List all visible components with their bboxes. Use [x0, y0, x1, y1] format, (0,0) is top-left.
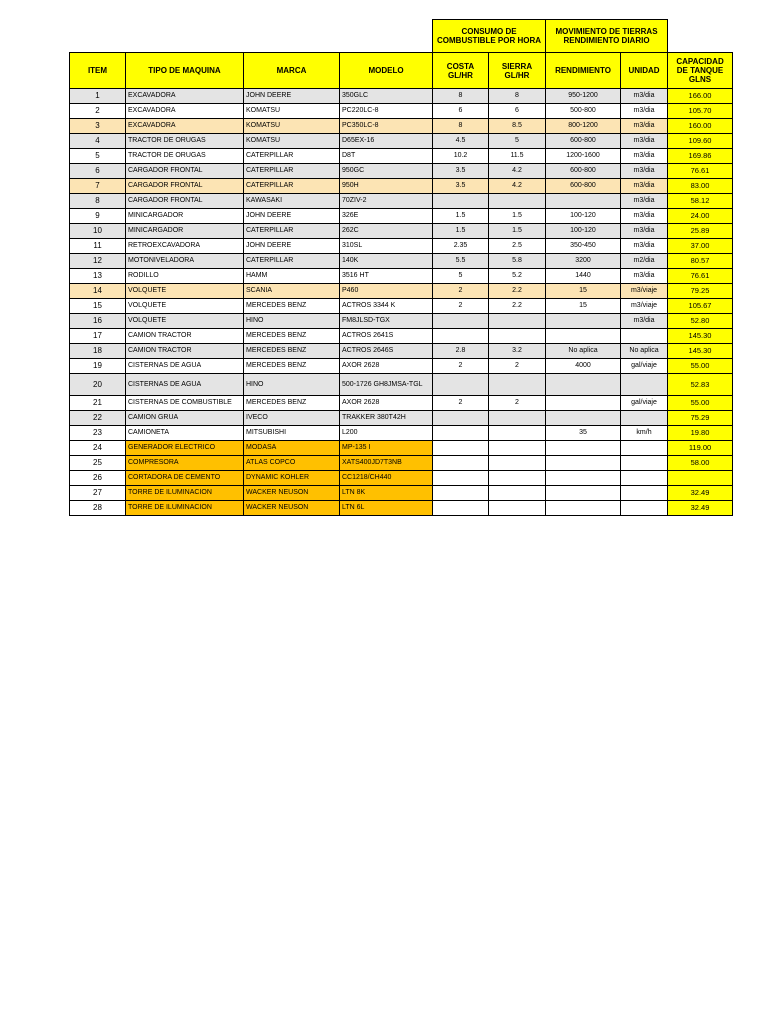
cell-marca: CATERPILLAR — [244, 164, 340, 179]
cell-item: 2 — [70, 104, 126, 119]
cell-modelo: D8T — [340, 149, 433, 164]
cell-cap: 166.00 — [668, 89, 733, 104]
table-row — [70, 134, 733, 149]
cell-costa: 2.35 — [433, 239, 489, 254]
cell-rend: 100-120 — [546, 224, 621, 239]
table-row — [70, 299, 733, 314]
cell-rend — [546, 501, 621, 516]
cell-tipo: EXCAVADORA — [126, 104, 244, 119]
cell-costa: 4.5 — [433, 134, 489, 149]
cell-tipo: TRACTOR DE ORUGAS — [126, 134, 244, 149]
cell-unidad — [621, 441, 668, 456]
cell-rend — [546, 396, 621, 411]
cell-modelo: P460 — [340, 284, 433, 299]
cell-tipo: EXCAVADORA — [126, 119, 244, 134]
cell-marca: KAWASAKI — [244, 194, 340, 209]
cell-sierra: 2.2 — [489, 284, 546, 299]
cell-marca: CATERPILLAR — [244, 179, 340, 194]
cell-modelo: ACTROS 2641S — [340, 329, 433, 344]
cell-sierra — [489, 194, 546, 209]
cell-item: 18 — [70, 344, 126, 359]
cell-costa: 6 — [433, 104, 489, 119]
marca-header: MARCA — [244, 53, 340, 89]
cell-modelo: PC350LC-8 — [340, 119, 433, 134]
cell-marca: KOMATSU — [244, 104, 340, 119]
cell-sierra: 5.2 — [489, 269, 546, 284]
cell-unidad: km/h — [621, 426, 668, 441]
cell-sierra: 4.2 — [489, 164, 546, 179]
cell-item: 11 — [70, 239, 126, 254]
cell-unidad: m3/dia — [621, 224, 668, 239]
cell-modelo: MP-135 I — [340, 441, 433, 456]
cell-sierra — [489, 411, 546, 426]
cell-sierra: 5 — [489, 134, 546, 149]
cell-unidad: gal/viaje — [621, 396, 668, 411]
cell-item: 14 — [70, 284, 126, 299]
cell-marca: IVECO — [244, 411, 340, 426]
cell-tipo: TRACTOR DE ORUGAS — [126, 149, 244, 164]
cell-unidad — [621, 486, 668, 501]
cell-item: 15 — [70, 299, 126, 314]
cell-tipo: COMPRESORA — [126, 456, 244, 471]
cell-unidad: m3/dia — [621, 269, 668, 284]
cell-modelo: CC1218/CH440 — [340, 471, 433, 486]
cell-rend — [546, 374, 621, 396]
cell-sierra — [489, 501, 546, 516]
cell-modelo: 70ZIV-2 — [340, 194, 433, 209]
cell-sierra: 11.5 — [489, 149, 546, 164]
cell-sierra: 2 — [489, 359, 546, 374]
cell-item: 27 — [70, 486, 126, 501]
cell-sierra — [489, 426, 546, 441]
cell-marca: CATERPILLAR — [244, 254, 340, 269]
unidad-header: UNIDAD — [621, 53, 668, 89]
cell-costa: 3.5 — [433, 179, 489, 194]
table-row — [70, 329, 733, 344]
cell-sierra: 5.8 — [489, 254, 546, 269]
cell-tipo: EXCAVADORA — [126, 89, 244, 104]
cell-modelo: 950GC — [340, 164, 433, 179]
table-row — [70, 441, 733, 456]
cell-costa: 1.5 — [433, 224, 489, 239]
cell-item: 1 — [70, 89, 126, 104]
cell-unidad: m3/dia — [621, 194, 668, 209]
cell-costa: 1.5 — [433, 209, 489, 224]
cell-modelo: ACTROS 2646S — [340, 344, 433, 359]
cell-modelo: 500-1726 GH8JMSA-TGL — [340, 374, 433, 396]
cell-cap: 75.29 — [668, 411, 733, 426]
cell-marca: SCANIA — [244, 284, 340, 299]
cell-modelo: PC220LC-8 — [340, 104, 433, 119]
cell-costa: 2 — [433, 284, 489, 299]
cell-sierra: 3.2 — [489, 344, 546, 359]
cell-unidad — [621, 471, 668, 486]
cell-tipo: VOLQUETE — [126, 299, 244, 314]
equipment-table — [69, 19, 733, 516]
cell-cap: 145.30 — [668, 329, 733, 344]
cell-costa: 8 — [433, 89, 489, 104]
table-row — [70, 119, 733, 134]
table-row — [70, 284, 733, 299]
cell-modelo: XATS400JD7T3NB — [340, 456, 433, 471]
cell-cap: 76.61 — [668, 164, 733, 179]
cell-rend: 950-1200 — [546, 89, 621, 104]
movimiento-group-header: MOVIMIENTO DE TIERRAS RENDIMIENTO DIARIO — [546, 20, 668, 53]
cell-cap: 32.49 — [668, 486, 733, 501]
cell-modelo: TRAKKER 380T42H — [340, 411, 433, 426]
cell-item: 20 — [70, 374, 126, 396]
cell-unidad — [621, 456, 668, 471]
table-body — [70, 89, 733, 516]
table-row — [70, 486, 733, 501]
cell-sierra — [489, 486, 546, 501]
cell-cap — [668, 471, 733, 486]
cell-costa — [433, 194, 489, 209]
cell-rend: 500-800 — [546, 104, 621, 119]
cell-rend: 600-800 — [546, 134, 621, 149]
cell-item: 21 — [70, 396, 126, 411]
cell-item: 17 — [70, 329, 126, 344]
cell-marca: MERCEDES BENZ — [244, 359, 340, 374]
cell-tipo: TORRE DE ILUMINACION — [126, 501, 244, 516]
cell-marca: HAMM — [244, 269, 340, 284]
cell-rend — [546, 441, 621, 456]
cell-unidad — [621, 411, 668, 426]
cell-marca: MITSUBISHI — [244, 426, 340, 441]
cell-marca: MODASA — [244, 441, 340, 456]
table-row — [70, 254, 733, 269]
cell-modelo: LTN 8K — [340, 486, 433, 501]
table-row — [70, 314, 733, 329]
cell-item: 16 — [70, 314, 126, 329]
cell-modelo: AXOR 2628 — [340, 359, 433, 374]
cell-item: 8 — [70, 194, 126, 209]
cell-modelo: 3516 HT — [340, 269, 433, 284]
costa-header: COSTA GL/HR — [433, 53, 489, 89]
cell-rend: 100-120 — [546, 209, 621, 224]
cell-rend: 1200-1600 — [546, 149, 621, 164]
cell-rend: No aplica — [546, 344, 621, 359]
cell-marca: MERCEDES BENZ — [244, 299, 340, 314]
cell-modelo: AXOR 2628 — [340, 396, 433, 411]
cell-unidad: m3/dia — [621, 314, 668, 329]
cell-modelo: ACTROS 3344 K — [340, 299, 433, 314]
cell-unidad: m3/dia — [621, 239, 668, 254]
table-row — [70, 374, 733, 396]
cell-rend: 600-800 — [546, 164, 621, 179]
cell-tipo: CISTERNAS DE AGUA — [126, 374, 244, 396]
cell-marca: WACKER NEUSON — [244, 501, 340, 516]
cell-tipo: CAMION GRUA — [126, 411, 244, 426]
cell-tipo: CARGADOR FRONTAL — [126, 164, 244, 179]
cell-cap: 105.67 — [668, 299, 733, 314]
table-row — [70, 344, 733, 359]
table-row — [70, 269, 733, 284]
cell-marca: HINO — [244, 374, 340, 396]
cell-costa: 5.5 — [433, 254, 489, 269]
cell-unidad — [621, 329, 668, 344]
table-row — [70, 89, 733, 104]
cell-tipo: RODILLO — [126, 269, 244, 284]
cell-item: 13 — [70, 269, 126, 284]
cell-cap: 19.80 — [668, 426, 733, 441]
cell-item: 7 — [70, 179, 126, 194]
cell-sierra: 1.5 — [489, 209, 546, 224]
cell-unidad: m3/dia — [621, 149, 668, 164]
cell-marca: MERCEDES BENZ — [244, 344, 340, 359]
table-row — [70, 471, 733, 486]
cell-marca: JOHN DEERE — [244, 89, 340, 104]
cell-tipo: TORRE DE ILUMINACION — [126, 486, 244, 501]
cell-item: 22 — [70, 411, 126, 426]
cell-marca: KOMATSU — [244, 119, 340, 134]
cell-modelo: 262C — [340, 224, 433, 239]
cell-marca: CATERPILLAR — [244, 224, 340, 239]
cell-marca: JOHN DEERE — [244, 239, 340, 254]
cell-tipo: CARGADOR FRONTAL — [126, 194, 244, 209]
cell-marca: ATLAS COPCO — [244, 456, 340, 471]
cell-rend — [546, 194, 621, 209]
cell-marca: DYNAMIC KOHLER — [244, 471, 340, 486]
consumo-group-header: CONSUMO DE COMBUSTIBLE POR HORA — [433, 20, 546, 53]
cell-modelo: FM8JLSD-TGX — [340, 314, 433, 329]
cell-rend: 35 — [546, 426, 621, 441]
cell-cap: 79.25 — [668, 284, 733, 299]
cell-rend — [546, 411, 621, 426]
cell-tipo: CAMION TRACTOR — [126, 344, 244, 359]
cell-cap: 83.00 — [668, 179, 733, 194]
cell-rend: 800-1200 — [546, 119, 621, 134]
cell-tipo: CORTADORA DE CEMENTO — [126, 471, 244, 486]
cell-cap: 160.00 — [668, 119, 733, 134]
cell-unidad: m3/dia — [621, 209, 668, 224]
modelo-header: MODELO — [340, 53, 433, 89]
cell-sierra — [489, 441, 546, 456]
cell-unidad — [621, 374, 668, 396]
cell-unidad: m3/dia — [621, 89, 668, 104]
cell-tipo: CAMIONETA — [126, 426, 244, 441]
cell-marca: JOHN DEERE — [244, 209, 340, 224]
cell-item: 24 — [70, 441, 126, 456]
cell-item: 28 — [70, 501, 126, 516]
cell-item: 4 — [70, 134, 126, 149]
cell-costa: 3.5 — [433, 164, 489, 179]
cell-unidad: m3/viaje — [621, 299, 668, 314]
cell-tipo: GENERADOR ELECTRICO — [126, 441, 244, 456]
cell-tipo: VOLQUETE — [126, 284, 244, 299]
cell-unidad: m3/dia — [621, 179, 668, 194]
cell-rend: 15 — [546, 299, 621, 314]
cell-rend — [546, 314, 621, 329]
cell-item: 10 — [70, 224, 126, 239]
cell-modelo: 140K — [340, 254, 433, 269]
cell-rend — [546, 486, 621, 501]
cell-cap: 145.30 — [668, 344, 733, 359]
cell-cap: 119.00 — [668, 441, 733, 456]
cell-costa: 10.2 — [433, 149, 489, 164]
cell-sierra: 8.5 — [489, 119, 546, 134]
cell-costa — [433, 486, 489, 501]
cell-costa — [433, 411, 489, 426]
cell-unidad: m3/dia — [621, 164, 668, 179]
cell-unidad: m3/viaje — [621, 284, 668, 299]
table-row — [70, 209, 733, 224]
item-header: ITEM — [70, 53, 126, 89]
cell-modelo: L200 — [340, 426, 433, 441]
cell-cap: 55.00 — [668, 359, 733, 374]
cell-item: 3 — [70, 119, 126, 134]
cell-modelo: 310SL — [340, 239, 433, 254]
table-row — [70, 359, 733, 374]
cell-cap: 80.57 — [668, 254, 733, 269]
cell-tipo: CISTERNAS DE COMBUSTIBLE — [126, 396, 244, 411]
table-row — [70, 104, 733, 119]
cell-cap: 25.89 — [668, 224, 733, 239]
cell-sierra — [489, 329, 546, 344]
cell-costa: 2.8 — [433, 344, 489, 359]
cell-tipo: MOTONIVELADORA — [126, 254, 244, 269]
cell-rend: 350-450 — [546, 239, 621, 254]
cell-costa — [433, 374, 489, 396]
cell-item: 9 — [70, 209, 126, 224]
cell-unidad: No aplica — [621, 344, 668, 359]
sierra-header: SIERRA GL/HR — [489, 53, 546, 89]
cell-marca: MERCEDES BENZ — [244, 396, 340, 411]
cell-cap: 169.86 — [668, 149, 733, 164]
cell-cap: 32.49 — [668, 501, 733, 516]
cell-tipo: CAMION TRACTOR — [126, 329, 244, 344]
cell-item: 26 — [70, 471, 126, 486]
cell-costa — [433, 426, 489, 441]
cell-cap: 52.83 — [668, 374, 733, 396]
table-row — [70, 456, 733, 471]
cell-modelo: LTN 6L — [340, 501, 433, 516]
cell-cap: 58.00 — [668, 456, 733, 471]
cell-tipo: RETROEXCAVADORA — [126, 239, 244, 254]
cell-item: 5 — [70, 149, 126, 164]
cell-marca: HINO — [244, 314, 340, 329]
cell-tipo: VOLQUETE — [126, 314, 244, 329]
cell-cap: 58.12 — [668, 194, 733, 209]
cell-item: 19 — [70, 359, 126, 374]
cell-cap: 37.00 — [668, 239, 733, 254]
cell-modelo: 350GLC — [340, 89, 433, 104]
cell-sierra: 6 — [489, 104, 546, 119]
cell-tipo: CISTERNAS DE AGUA — [126, 359, 244, 374]
cell-rend: 3200 — [546, 254, 621, 269]
cell-costa: 5 — [433, 269, 489, 284]
cell-rend — [546, 471, 621, 486]
cell-sierra: 8 — [489, 89, 546, 104]
cell-rend: 4000 — [546, 359, 621, 374]
cell-sierra — [489, 456, 546, 471]
cell-marca: CATERPILLAR — [244, 149, 340, 164]
cell-costa — [433, 329, 489, 344]
cell-modelo: 326E — [340, 209, 433, 224]
cell-sierra: 2.2 — [489, 299, 546, 314]
cell-item: 12 — [70, 254, 126, 269]
cell-cap: 55.00 — [668, 396, 733, 411]
rendimiento-header: RENDIMIENTO — [546, 53, 621, 89]
cell-unidad: m3/dia — [621, 104, 668, 119]
cell-item: 6 — [70, 164, 126, 179]
cell-unidad: m3/dia — [621, 134, 668, 149]
table-row — [70, 179, 733, 194]
cell-sierra: 1.5 — [489, 224, 546, 239]
cell-modelo: 950H — [340, 179, 433, 194]
cell-sierra — [489, 374, 546, 396]
table-row — [70, 239, 733, 254]
cell-costa — [433, 471, 489, 486]
cell-marca: MERCEDES BENZ — [244, 329, 340, 344]
cell-rend: 1440 — [546, 269, 621, 284]
cell-rend: 600-800 — [546, 179, 621, 194]
cell-tipo: MINICARGADOR — [126, 224, 244, 239]
cell-cap: 52.80 — [668, 314, 733, 329]
table-row — [70, 501, 733, 516]
cell-cap: 24.00 — [668, 209, 733, 224]
tipo-header: TIPO DE MAQUINA — [126, 53, 244, 89]
table-row — [70, 396, 733, 411]
cell-item: 23 — [70, 426, 126, 441]
cell-sierra: 2.5 — [489, 239, 546, 254]
table-row — [70, 194, 733, 209]
cell-cap: 109.60 — [668, 134, 733, 149]
cell-marca: WACKER NEUSON — [244, 486, 340, 501]
cell-costa — [433, 456, 489, 471]
cell-unidad: gal/viaje — [621, 359, 668, 374]
cell-cap: 105.70 — [668, 104, 733, 119]
cell-unidad: m3/dia — [621, 119, 668, 134]
cell-costa: 2 — [433, 299, 489, 314]
cell-unidad: m2/dia — [621, 254, 668, 269]
cell-marca: KOMATSU — [244, 134, 340, 149]
cell-item: 25 — [70, 456, 126, 471]
cell-rend — [546, 456, 621, 471]
cell-unidad — [621, 501, 668, 516]
capacidad-header: CAPACIDAD DE TANQUE GLNS — [668, 53, 733, 89]
cell-costa: 8 — [433, 119, 489, 134]
cell-costa — [433, 501, 489, 516]
table-row — [70, 426, 733, 441]
cell-cap: 76.61 — [668, 269, 733, 284]
cell-sierra — [489, 314, 546, 329]
cell-costa: 2 — [433, 359, 489, 374]
cell-sierra: 2 — [489, 396, 546, 411]
table-row — [70, 224, 733, 239]
table-row — [70, 149, 733, 164]
cell-costa — [433, 314, 489, 329]
cell-costa: 2 — [433, 396, 489, 411]
cell-tipo: MINICARGADOR — [126, 209, 244, 224]
cell-tipo: CARGADOR FRONTAL — [126, 179, 244, 194]
table-row — [70, 411, 733, 426]
cell-sierra: 4.2 — [489, 179, 546, 194]
cell-sierra — [489, 471, 546, 486]
cell-rend: 15 — [546, 284, 621, 299]
table-row — [70, 164, 733, 179]
cell-modelo: D65EX-16 — [340, 134, 433, 149]
cell-costa — [433, 441, 489, 456]
cell-rend — [546, 329, 621, 344]
